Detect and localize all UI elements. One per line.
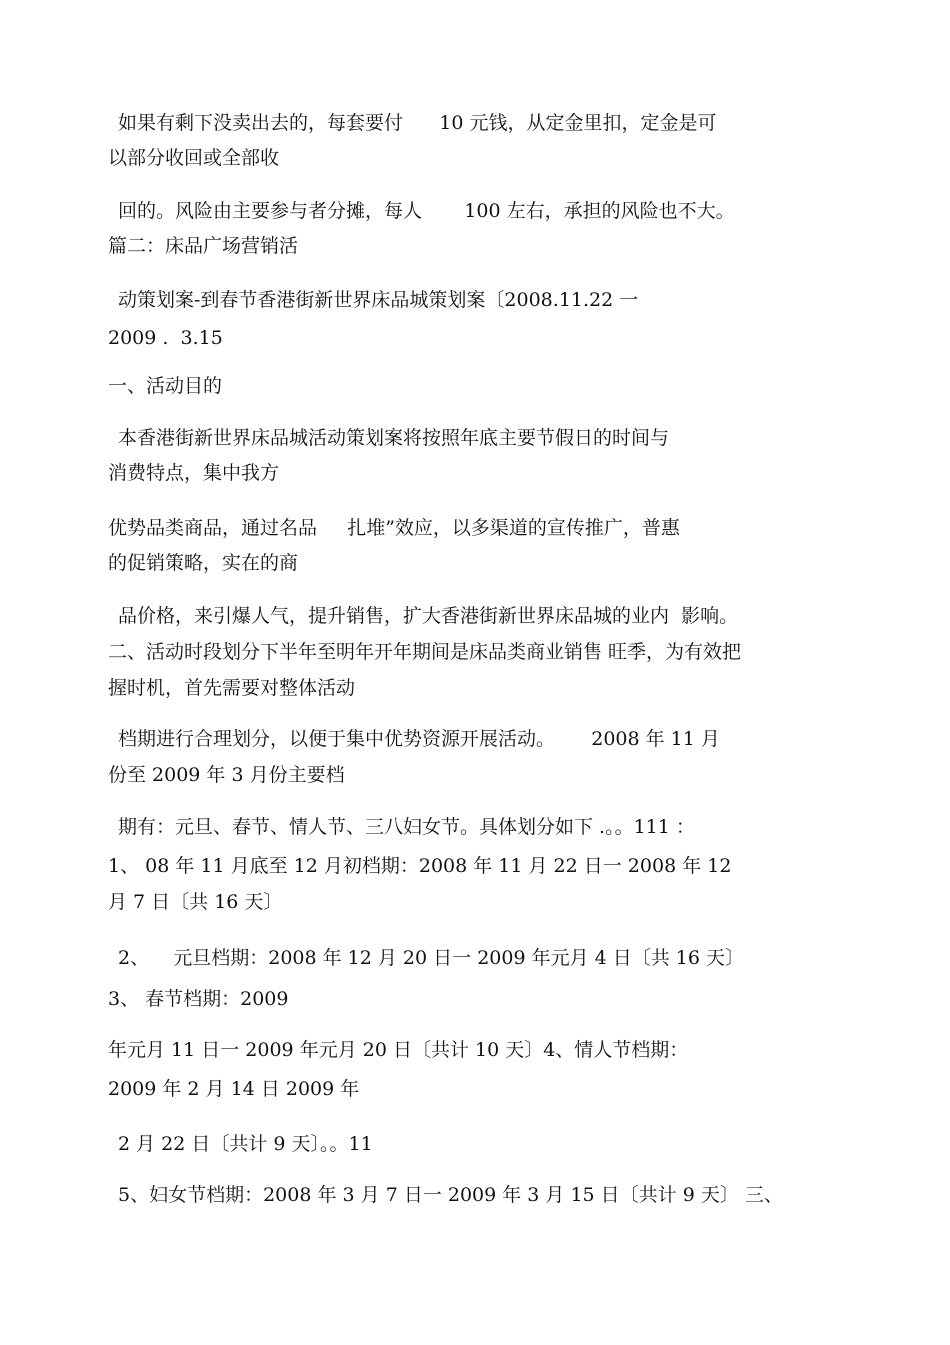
paragraph-line: 二、活动时段划分下半年至明年开年期间是床品类商业销售 旺季，为有效把: [108, 641, 742, 663]
list-item: 2009 年 2 月 14 日 2009 年: [108, 1078, 360, 1100]
list-item: 年元月 11 日一 2009 年元月 20 日〔共计 10 天〕4、情人节档期：: [108, 1039, 689, 1061]
paragraph-line: 品价格，来引爆人气，提升销售，扩大香港街新世界床品城的业内 影响。: [118, 605, 739, 627]
paragraph-line: 的促销策略，实在的商: [108, 552, 299, 574]
paragraph-line: 回的。风险由主要参与者分摊，每人 100 左右，承担的风险也不大。: [118, 200, 735, 222]
paragraph-line: 消费特点，集中我方: [108, 462, 280, 484]
paragraph-line: 本香港街新世界床品城活动策划案将按照年底主要节假日的时间与: [118, 427, 670, 449]
list-item: 2 月 22 日〔共计 9 天〕。。11: [118, 1133, 373, 1155]
paragraph-line: 优势品类商品，通过名品 扎堆”效应，以多渠道的宣传推广，普惠: [108, 517, 680, 539]
paragraph-line: 动策划案-到春节香港街新世界床品城策划案〔2008.11.22 一: [118, 289, 639, 311]
paragraph-line: 握时机，首先需要对整体活动: [108, 677, 356, 699]
paragraph-line: 份至 2009 年 3 月份主要档: [108, 764, 345, 786]
list-item: 3、 春节档期：2009: [108, 988, 289, 1010]
paragraph-line: 期有：元旦、春节、情人节、三八妇女节。具体划分如下 .。。111 ：: [118, 816, 695, 838]
list-item: 2、 元旦档期：2008 年 12 月 20 日一 2009 年元月 4 日〔共 16 天〕: [118, 947, 745, 969]
list-item: 1、 08 年 11 月底至 12 月初档期：2008 年 11 月 22 日一 2008 年 12: [108, 855, 732, 877]
paragraph-line: 如果有剩下没卖出去的，每套要付 10 元钱，从定金里扣，定金是可: [118, 112, 717, 134]
list-item: 5、妇女节档期：2008 年 3 月 7 日一 2009 年 3 月 15 日〔共计 9 天〕 三、: [118, 1184, 783, 1206]
section-heading: 一、活动目的: [108, 375, 223, 397]
paragraph-line: 篇二：床品广场营销活: [108, 235, 299, 257]
list-item: 月 7 日〔共 16 天〕: [108, 891, 283, 913]
paragraph-line: 档期进行合理划分，以便于集中优势资源开展活动。 2008 年 11 月: [118, 728, 720, 750]
paragraph-line: 2009 . 3.15: [108, 327, 223, 349]
paragraph-line: 以部分收回或全部收: [108, 147, 280, 169]
